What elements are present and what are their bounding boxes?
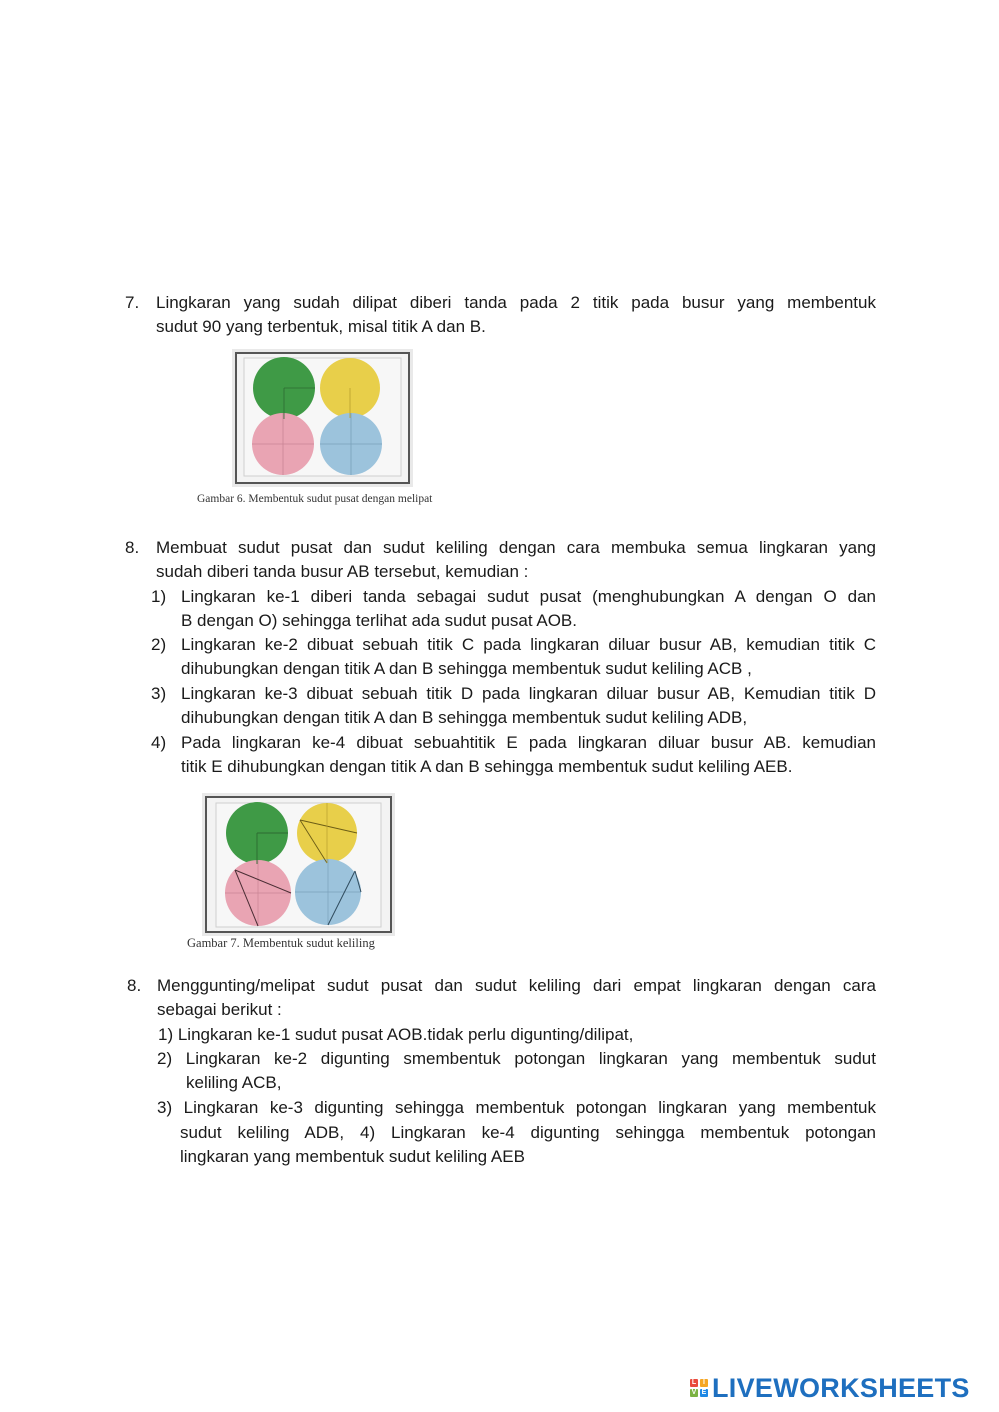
list-item-line2: dihubungkan dengan titik A dan B sehingga membentuk sudut keliling ACB , xyxy=(181,659,752,678)
list-item-number: 2) xyxy=(151,635,167,654)
section8b-item1: 1) Lingkaran ke-1 sudut pusat AOB.tidak perlu digunting/dilipat, xyxy=(158,1025,634,1044)
liveworksheets-logo-text: LIVEWORKSHEETS xyxy=(712,1372,970,1403)
section8b-item2-line1: 2) Lingkaran ke-2 digunting smembentuk potongan lingkaran yang membentuk sudut xyxy=(157,1049,876,1068)
section8b-item3-line3: lingkaran yang membentuk sudut keliling AEB xyxy=(180,1147,525,1166)
section8b-number: 8. xyxy=(127,976,142,995)
section8b-item2-line2: keliling ACB, xyxy=(186,1073,282,1092)
list-item-line1: Lingkaran ke-3 dibuat sebuah titik D pada lingkaran diluar busur AB, Kemudian titik D xyxy=(181,684,876,703)
list-item-line2: titik E dihubungkan dengan titik A dan B sehingga membentuk sudut keliling AEB. xyxy=(181,757,793,776)
section7-line2: sudut 90 yang terbentuk, misal titik A dan B. xyxy=(156,317,486,336)
figure6-caption: Gambar 6. Membentuk sudut pusat dengan melipat xyxy=(197,493,433,505)
section7-line1: Lingkaran yang sudah dilipat diberi tanda pada 2 titik pada busur yang membentuk xyxy=(156,293,876,312)
figure7-image xyxy=(205,796,392,933)
section8b-line1: Menggunting/melipat sudut pusat dan sudut keliling dari empat lingkaran dengan cara xyxy=(157,976,876,995)
list-item-number: 4) xyxy=(151,733,167,752)
section8a-line1: Membuat sudut pusat dan sudut keliling dengan cara membuka semua lingkaran yang xyxy=(156,538,876,557)
figure6-image xyxy=(235,352,410,484)
list-item-number: 1) xyxy=(151,587,167,606)
logo-mark-letter: E xyxy=(701,1389,707,1396)
logo-mark-letter: L xyxy=(691,1379,697,1386)
list-item-line1: Lingkaran ke-1 diberi tanda sebagai sudut pusat (menghubungkan A dengan O dan xyxy=(181,587,876,606)
list-item-number: 3) xyxy=(151,684,167,703)
section8a-number: 8. xyxy=(125,538,140,557)
liveworksheets-mark-icon xyxy=(690,1379,708,1397)
section8b-line2: sebagai berikut : xyxy=(157,1000,282,1019)
section8a-line2: sudah diberi tanda busur AB tersebut, kemudian : xyxy=(156,562,529,581)
figure7-caption: Gambar 7. Membentuk sudut keliling xyxy=(187,936,375,950)
list-item-line2: dihubungkan dengan titik A dan B sehingga membentuk sudut keliling ADB, xyxy=(181,708,748,727)
list-item-line2: B dengan O) sehingga terlihat ada sudut pusat AOB. xyxy=(181,611,577,630)
logo-mark-letter: I xyxy=(700,1379,708,1387)
liveworksheets-logo xyxy=(690,1372,970,1404)
logo-mark-letter: V xyxy=(691,1389,697,1396)
section7-number: 7. xyxy=(125,293,140,312)
list-item-line1: Lingkaran ke-2 dibuat sebuah titik C pada lingkaran diluar busur AB, kemudian titik C xyxy=(181,635,876,654)
section8b-item3-line2: sudut keliling ADB, 4) Lingkaran ke-4 digunting sehingga membentuk potongan xyxy=(180,1123,876,1142)
section8b-item3-line1: 3) Lingkaran ke-3 digunting sehingga membentuk potongan lingkaran yang membentuk xyxy=(157,1098,876,1117)
list-item-line1: Pada lingkaran ke-4 dibuat sebuahtitik E pada lingkaran diluar busur AB. kemudian xyxy=(181,733,876,752)
